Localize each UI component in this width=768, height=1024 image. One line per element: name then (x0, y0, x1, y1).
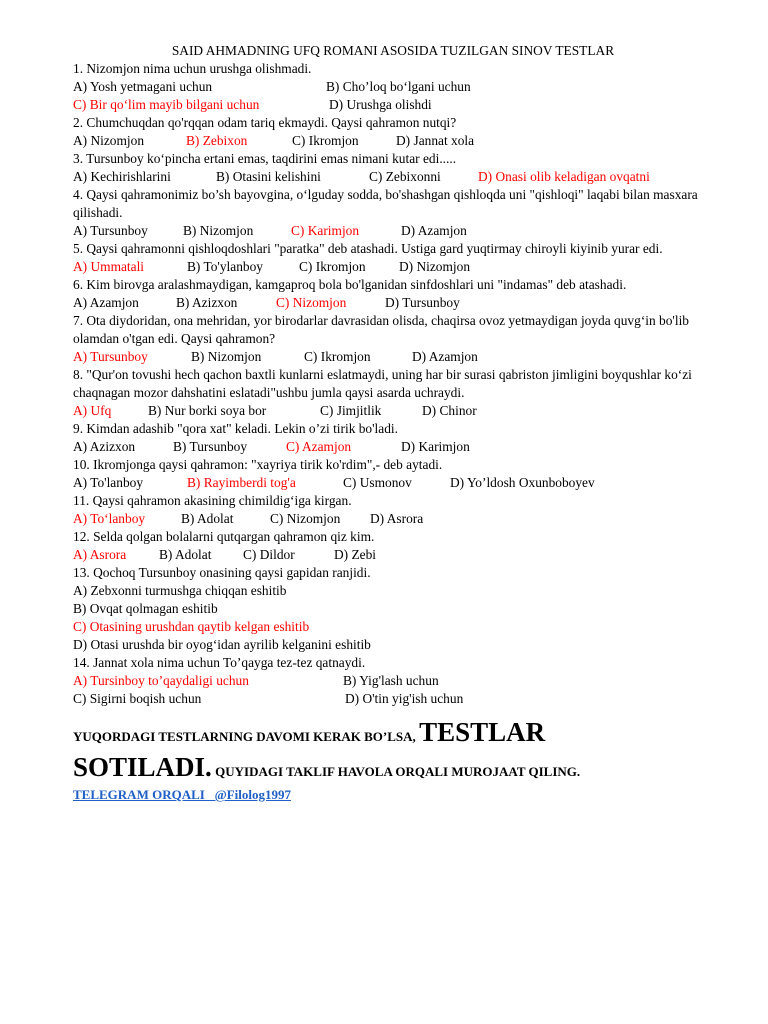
question-10: 10. Ikromjonga qaysi qahramon: "xayriya tirik ko'rdim",- deb aytadi. (73, 457, 443, 472)
document-title: SAID AHMADNING UFQ ROMANI ASOSIDA TUZILGAN SINOV TESTLAR (171, 43, 615, 58)
q12-option-b: B) Adolat (159, 547, 212, 562)
question-9-options (73, 438, 733, 456)
q7-option-c: C) Ikromjon (304, 349, 371, 364)
q3-option-b: B) Otasini kelishini (216, 169, 321, 184)
q9-option-a: A) Azizxon (73, 439, 136, 454)
question-14-options-row-2 (73, 690, 733, 708)
question-7-options (73, 348, 733, 366)
sales-notice-big-1: TESTLAR (419, 717, 546, 747)
q3-option-d-correct: D) Onasi olib keladigan ovqatni (478, 169, 650, 184)
question-11: 11. Qaysi qahramon akasining chimildig‘iga kirgan. (73, 493, 352, 508)
q3-option-a: A) Kechirishlarini (73, 169, 171, 184)
question-8-options (73, 402, 733, 420)
q10-option-a: A) To'lanboy (73, 475, 144, 490)
q8-option-c: C) Jimjitlik (320, 403, 382, 418)
q5-option-d: D) Nizomjon (399, 259, 471, 274)
q11-option-a-correct: A) To‘lanboy (73, 511, 146, 526)
q4-option-a: A) Tursunboy (73, 223, 148, 238)
question-6: 6. Kim birovga aralashmaydigan, kamgaproq bola bo'lganidan sinfdoshlari uni "indamas" deb atashadi. (73, 277, 627, 292)
question-5-options (73, 258, 733, 276)
q1-option-a: A) Yosh yetmagani uchun (73, 79, 213, 94)
question-1-options-row-2 (73, 96, 733, 114)
q13-option-a: A) Zebxonni turmushga chiqqan eshitib (73, 583, 287, 598)
q13-option-d: D) Otasi urushda bir oyog‘idan ayrilib kelganini eshitib (73, 637, 371, 652)
q12-option-a-correct: A) Asrora (73, 547, 127, 562)
q9-option-d: D) Karimjon (401, 439, 470, 454)
q5-option-c: C) Ikromjon (299, 259, 366, 274)
q5-option-a-correct: A) Ummatali (73, 259, 145, 274)
q9-option-c-correct: C) Azamjon (286, 439, 352, 454)
sales-notice (73, 717, 733, 787)
question-13: 13. Qochoq Tursunboy onasining qaysi gapidan ranjidi. (73, 565, 371, 580)
q6-option-a: A) Azamjon (73, 295, 139, 310)
question-8: 8. "Qur'on tovushi hech qachon baxtli kunlarni eslatmaydi, uning har bir surasi qabriston jimligini boyqushlar ko‘zi chaqnagan mozor dahshatini eslatadi"ushbu jumla qaysi asarda uchraydi. (73, 367, 692, 400)
q12-option-c: C) Dildor (243, 547, 295, 562)
q11-option-c: C) Nizomjon (270, 511, 341, 526)
q1-option-c-correct: C) Bir qo‘lim mayib bilgani uchun (73, 97, 260, 112)
document-page (73, 42, 733, 803)
question-14-options-row-1 (73, 672, 733, 690)
q14-option-a-correct: A) Tursinboy to’qaydaligi uchun (73, 673, 249, 688)
question-10-options (73, 474, 733, 492)
q2-option-d: D) Jannat xola (396, 133, 475, 148)
q6-option-c-correct: C) Nizomjon (276, 295, 347, 310)
q14-option-c: C) Sigirni boqish uchun (73, 691, 202, 706)
question-2: 2. Chumchuqdan qo'rqqan odam tariq ekmaydi. Qaysi qahramon nutqi? (73, 115, 457, 130)
q11-option-b: B) Adolat (181, 511, 234, 526)
q4-option-b: B) Nizomjon (183, 223, 254, 238)
q6-option-b: B) Azizxon (176, 295, 238, 310)
q8-option-a-correct: A) Ufq (73, 403, 112, 418)
q3-option-c: C) Zebixonni (369, 169, 441, 184)
question-1-options-row-1 (73, 78, 733, 96)
question-4-options (73, 222, 733, 240)
q8-option-d: D) Chinor (422, 403, 477, 418)
q10-option-b-correct: B) Rayimberdi tog'a (187, 475, 296, 490)
q14-option-b: B) Yig'lash uchun (343, 673, 439, 688)
question-12: 12. Selda qolgan bolalarni qutqargan qahramon qiz kim. (73, 529, 375, 544)
q7-option-a-correct: A) Tursunboy (73, 349, 148, 364)
q14-option-d: D) O'tin yig'ish uchun (345, 691, 464, 706)
q8-option-b: B) Nur borki soya bor (148, 403, 267, 418)
question-3-options (73, 168, 733, 186)
question-14: 14. Jannat xola nima uchun To’qayga tez-tez qatnaydi. (73, 655, 366, 670)
telegram-link[interactable]: TELEGRAM ORQALI @Filolog1997 (73, 787, 291, 802)
sales-notice-part-2: QUYIDAGI TAKLIF HAVOLA ORQALI MUROJAAT QILING. (215, 764, 581, 779)
sales-notice-big-2: SOTILADI. (73, 752, 212, 782)
q10-option-d: D) Yo’ldosh Oxunboboyev (450, 475, 595, 490)
q4-option-c-correct: C) Karimjon (291, 223, 360, 238)
q12-option-d: D) Zebi (334, 547, 377, 562)
question-2-options (73, 132, 733, 150)
question-5: 5. Qaysi qahramonni qishloqdoshlari "paratka" deb atashadi. Ustiga gard yuqtirmay chiroyli kiyinib yurar edi. (73, 241, 663, 256)
q7-option-d: D) Azamjon (412, 349, 478, 364)
q2-option-b-correct: B) Zebixon (186, 133, 248, 148)
q6-option-d: D) Tursunboy (385, 295, 460, 310)
question-6-options (73, 294, 733, 312)
question-7: 7. Ota diydoridan, ona mehridan, yor birodarlar davrasidan olisda, chaqirsa ovoz yetmaydigan joyda quvg‘in bo'lib olamdan o'tgan edi. Qaysi qahramon? (73, 313, 689, 346)
q9-option-b: B) Tursunboy (173, 439, 248, 454)
question-1: 1. Nizomjon nima uchun urushga olishmadi. (73, 61, 312, 76)
q4-option-d: D) Azamjon (401, 223, 467, 238)
q1-option-d: D) Urushga olishdi (329, 97, 432, 112)
q7-option-b: B) Nizomjon (191, 349, 262, 364)
q13-option-c-correct: C) Otasining urushdan qaytib kelgan eshitib (73, 619, 310, 634)
q10-option-c: C) Usmonov (343, 475, 412, 490)
q5-option-b: B) To'ylanboy (187, 259, 263, 274)
question-12-options (73, 546, 733, 564)
question-3: 3. Tursunboy ko‘pincha ertani emas, taqdirini emas nimani kutar edi..... (73, 151, 457, 166)
sales-notice-part-1: YUQORDAGI TESTLARNING DAVOMI KERAK BO’LSA, (73, 729, 416, 744)
q2-option-a: A) Nizomjon (73, 133, 145, 148)
question-11-options (73, 510, 733, 528)
question-4: 4. Qaysi qahramonimiz bo’sh bayovgina, o‘lguday sodda, bo'shashgan qishloqda uni "qishloqi" laqabi bilan masxara qilishadi. (73, 187, 698, 220)
question-9: 9. Kimdan adashib "qora xat" keladi. Lekin o’zi tirik bo'ladi. (73, 421, 398, 436)
q13-option-b: B) Ovqat qolmagan eshitib (73, 601, 218, 616)
q2-option-c: C) Ikromjon (292, 133, 359, 148)
q11-option-d: D) Asrora (370, 511, 424, 526)
q1-option-b: B) Cho’loq bo‘lgani uchun (326, 79, 471, 94)
